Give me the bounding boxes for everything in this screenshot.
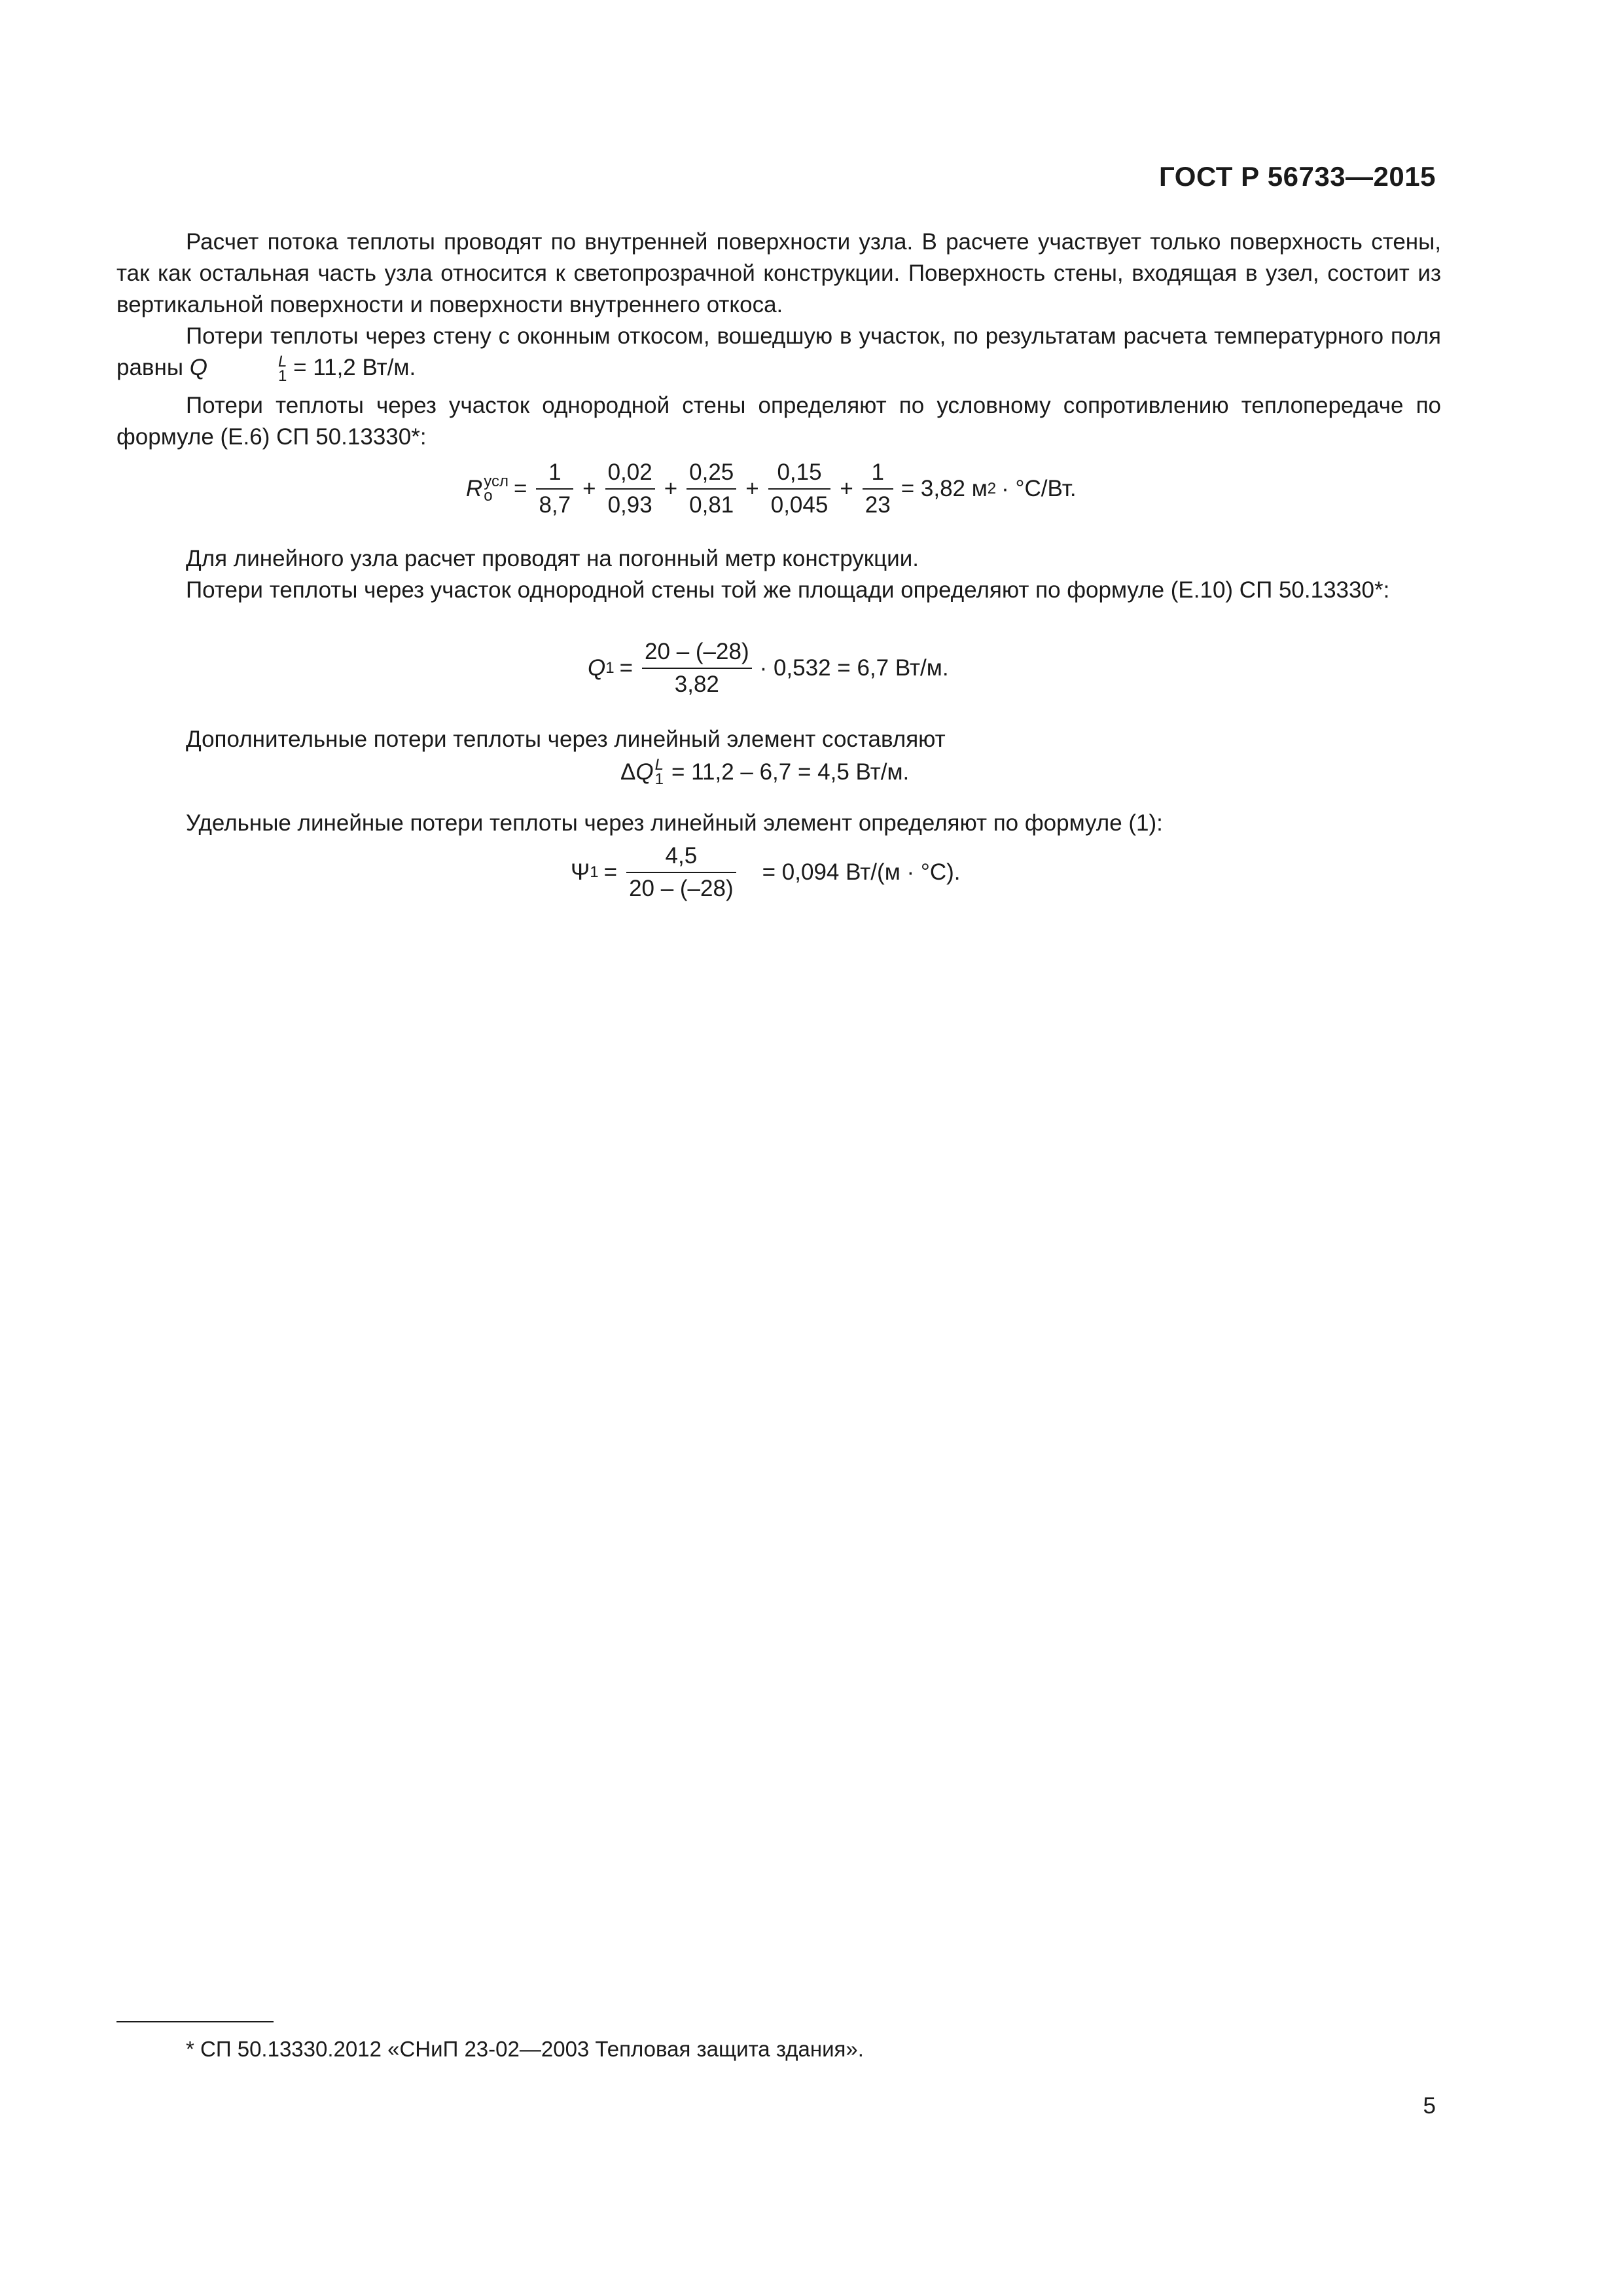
eq3-sup: L	[654, 756, 664, 774]
eq1-plus: +	[664, 476, 678, 501]
eq1-plus: +	[840, 476, 853, 501]
eq1-unit: · °С/Вт.	[1001, 476, 1077, 501]
paragraph-additional-losses: Дополнительные потери теплоты через линейный элемент составляют	[186, 726, 946, 752]
page-number: 5	[1423, 2093, 1436, 2119]
eq2-equals: =	[619, 655, 633, 681]
eq1-lhs-sup: усл	[484, 473, 509, 490]
equation-psi	[571, 843, 961, 902]
eq3-sub: 1	[654, 770, 664, 788]
eq2-rest: · 0,532 = 6,7 Вт/м.	[759, 655, 949, 681]
eq1-lhs: R	[466, 476, 483, 501]
eq1-result-sup: 2	[987, 480, 997, 497]
q-symbol: Q	[189, 355, 207, 380]
eq1-fraction: $\frac{1}{8,7}$	[536, 459, 573, 518]
footnote-divider	[116, 2021, 274, 2022]
eq2-fraction: $\frac{20 - (-28)}{3,82}$	[642, 639, 752, 698]
eq4-lhs: Ψ	[571, 859, 590, 885]
q-subscript: 1	[277, 367, 287, 385]
eq1-fraction: $\frac{0,25}{0,81}$	[687, 459, 736, 518]
eq1-plus: +	[745, 476, 759, 501]
footnote: * СП 50.13330.2012 «СНиП 23-02—2003 Тепловая защита здания».	[186, 2037, 864, 2061]
eq1-fraction: $\frac{0,15}{0,045}$	[768, 459, 831, 518]
eq1-fraction: $\frac{1}{23}$	[863, 459, 893, 518]
eq4-fraction: $\frac{4,5}{20 - (-28)}$	[626, 843, 736, 902]
eq4-rest: = 0,094 Вт/(м · °С).	[762, 859, 961, 885]
q-superscript: L	[277, 352, 287, 370]
paragraph-same-area: Потери теплоты через участок однородной стены той же площади определяют по формуле (Е.10) СП 50.13330*:	[186, 577, 1390, 603]
eq3-rest: = 11,2 – 6,7 = 4,5 Вт/м.	[671, 759, 910, 785]
equation-delta-q	[620, 758, 909, 787]
paragraph-specific-losses: Удельные линейные потери теплоты через линейный элемент определяют по формуле (1):	[186, 810, 1163, 836]
paragraph-wall-heat-loss	[116, 321, 1441, 384]
equation-q1	[588, 639, 949, 698]
paragraph-heat-flow-calculation: Расчет потока теплоты проводят по внутренней поверхности узла. В расчете участвует только поверхность стены, так как остальная часть узла относится к светопрозрачной конструкции. Поверхность стены, входящая в узел, состоит из вертикальной поверхности и поверхности внутреннего откоса.	[116, 229, 1441, 317]
eq4-lhs-sub: 1	[590, 863, 599, 881]
equation-resistance	[466, 459, 1077, 518]
eq1-lhs-sub: о	[484, 487, 493, 505]
eq1-plus: +	[582, 476, 596, 501]
eq3-lhs: Q	[635, 759, 654, 785]
eq3-delta: Δ	[620, 759, 636, 785]
document-header-standard-id: ГОСТ Р 56733—2015	[1159, 161, 1436, 192]
eq2-lhs-sub: 1	[605, 659, 615, 677]
eq1-equals: =	[514, 476, 527, 501]
paragraph-uniform-wall: Потери теплоты через участок однородной стены определяют по условному сопротивлению теплопередаче по формуле (Е.6) СП 50.13330*:	[116, 393, 1441, 450]
paragraph-text: Потери теплоты через стену с оконным откосом, вошедшую в участок, по результатам расчета температурного поля равны	[116, 323, 1441, 380]
paragraph-linear-node: Для линейного узла расчет проводят на погонный метр конструкции.	[186, 546, 919, 571]
eq1-fraction: $\frac{0,02}{0,93}$	[605, 459, 655, 518]
eq1-result: = 3,82 м	[901, 476, 988, 501]
eq4-equals: =	[603, 859, 618, 885]
eq2-lhs: Q	[588, 655, 606, 681]
paragraph-value: = 11,2 Вт/м.	[287, 355, 416, 380]
